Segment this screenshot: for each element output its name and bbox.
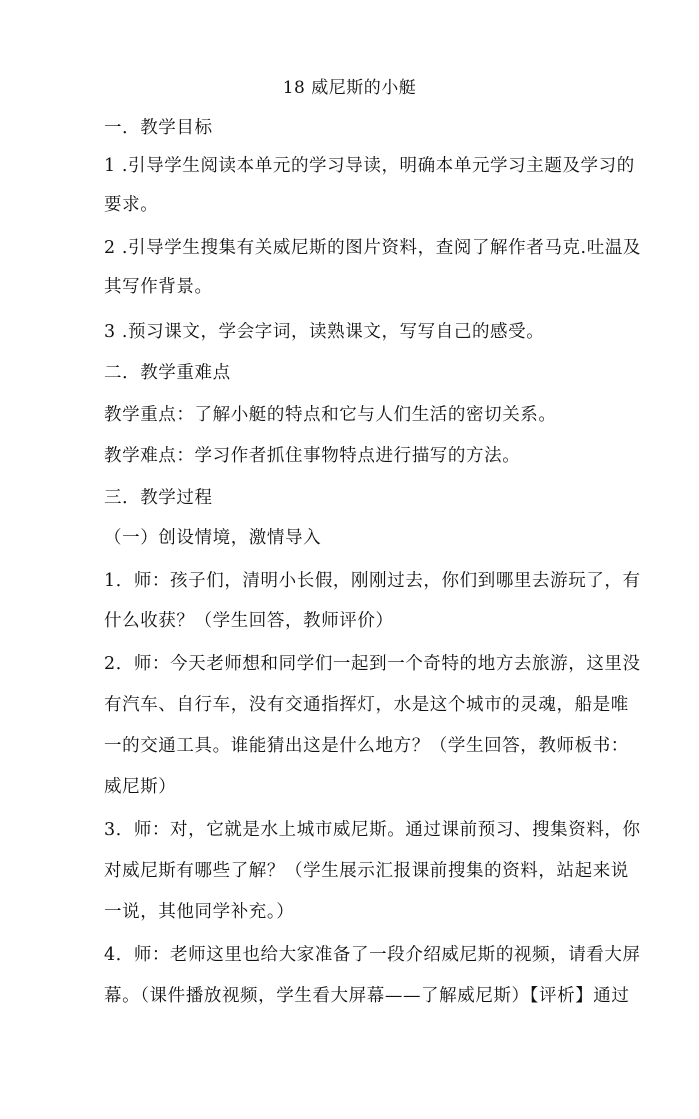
- paragraph-line: 1．师：孩子们，清明小长假，刚刚过去，你们到哪里去游玩了，有: [104, 571, 641, 591]
- paragraph-line: 什么收获？（学生回答，教师评价）: [104, 611, 394, 631]
- section-heading-key-points: 二．教学重难点: [104, 363, 231, 383]
- paragraph-line: 有汽车、自行车，没有交通指挥灯，水是这个城市的灵魂，船是唯: [104, 695, 629, 715]
- paragraph-line: 对威尼斯有哪些了解？（学生展示汇报课前搜集的资料，站起来说: [104, 861, 629, 881]
- paragraph-line: 2．师：今天老师想和同学们一起到一个奇特的地方去旅游，这里没: [104, 654, 641, 674]
- paragraph-line: 3 .预习课文，学会字词，读熟课文，写写自己的感受。: [104, 322, 545, 342]
- paragraph-line: 幕。（课件播放视频，学生看大屏幕——了解威尼斯）【评析】通过: [104, 986, 630, 1006]
- paragraph-line: 教学重点：了解小艇的特点和它与人们生活的密切关系。: [104, 405, 557, 425]
- paragraph-line: 1 .引导学生阅读本单元的学习导读，明确本单元学习主题及学习的: [104, 156, 635, 176]
- paragraph-line: 3．师：对，它就是水上城市威尼斯。通过课前预习、搜集资料，你: [104, 820, 641, 840]
- paragraph-line: 其写作背景。: [104, 277, 213, 297]
- document-title: 18 威尼斯的小艇: [282, 78, 417, 98]
- paragraph-line: 一说，其他同学补充。）: [104, 902, 295, 922]
- subsection-heading: （一）创设情境，激情导入: [104, 528, 322, 548]
- paragraph-line: 威尼斯）: [104, 777, 177, 797]
- paragraph-line: 要求。: [104, 195, 159, 215]
- section-heading-objectives: 一．教学目标: [104, 118, 213, 138]
- paragraph-line: 4．师：老师这里也给大家准备了一段介绍威尼斯的视频，请看大屏: [104, 945, 641, 965]
- section-heading-process: 三．教学过程: [104, 488, 213, 508]
- paragraph-line: 一的交通工具。谁能猜出这是什么地方？（学生回答，教师板书：: [104, 736, 629, 756]
- paragraph-line: 2 .引导学生搜集有关威尼斯的图片资料，查阅了解作者马克.吐温及: [104, 238, 642, 258]
- paragraph-line: 教学难点：学习作者抓住事物特点进行描写的方法。: [104, 446, 521, 466]
